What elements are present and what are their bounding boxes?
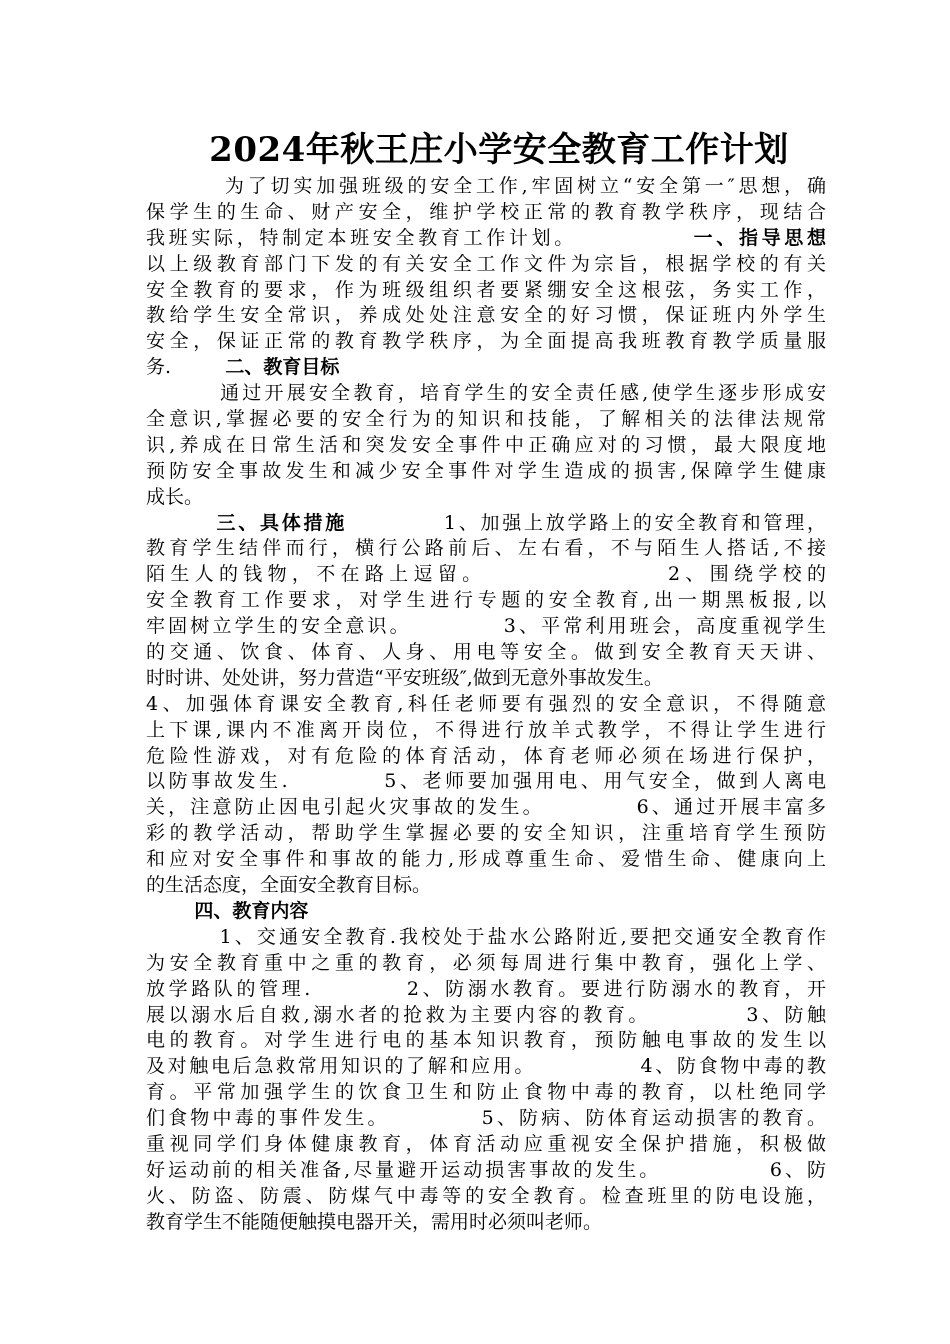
text-line bbox=[146, 1210, 826, 1236]
text-line-content: 安全教育工作要求，对学生进行专题的安全教育,出一期黑板报,以 bbox=[146, 589, 826, 612]
text-line-content: 火、防盗、防震、防煤气中毒等的安全教育。检查班里的防电设施， bbox=[146, 1184, 826, 1207]
text-line-content: 上下课,课内不准离开岗位，不得进行放羊式教学，不得让学生进行 bbox=[146, 718, 826, 741]
text-line bbox=[146, 433, 826, 459]
text-line-content: 危险性游戏，对有危险的体育活动，体育老师必须在场进行保护， bbox=[146, 744, 826, 767]
text-line bbox=[146, 303, 826, 329]
text-line-content: 牢固树立学生的安全意识。 3、平常利用班会，高度重视学生 bbox=[146, 615, 826, 638]
text-line-content: 们食物中毒的事件发生。 5、防病、防体育运动损害的教育。 bbox=[146, 1107, 826, 1130]
text-line bbox=[146, 1184, 826, 1210]
text-line-content: 1、加强上放学路上的安全教育和管理， bbox=[347, 511, 826, 534]
text-line-content: 以上级教育部门下发的有关安全工作文件为宗旨，根据学校的有关 bbox=[146, 252, 826, 275]
text-line bbox=[146, 692, 826, 718]
text-line-content: 和应对安全事件和事故的能力,形成尊重生命、爱惜生命、健康向上 bbox=[146, 848, 826, 871]
text-line-content: 时时讲、处处讲，努力营造“平安班级″,做到无意外事故发生。 bbox=[146, 666, 663, 689]
text-line bbox=[146, 873, 826, 899]
text-line bbox=[146, 847, 826, 873]
section-heading: 三、具体措施 bbox=[216, 511, 348, 534]
text-line bbox=[146, 951, 826, 977]
text-line-content: 为安全教育重中之重的教育，必须每周进行集中教育，强化上学、 bbox=[146, 951, 826, 974]
text-line-content: 电的教育。对学生进行电的基本知识教育，预防触电事故的发生以 bbox=[146, 1029, 826, 1052]
text-line-content: 好运动前的相关准备,尽量避开运动损害事故的发生。 6、防 bbox=[146, 1158, 826, 1181]
text-line-content: 4、加强体育课安全教育,科任老师要有强烈的安全意识，不得随意 bbox=[146, 692, 826, 715]
text-line bbox=[146, 718, 826, 744]
text-line-content: 通过开展安全教育，培育学生的安全责任感,使学生逐步形成安 bbox=[146, 382, 826, 405]
text-line-content: 1、交通安全教育.我校处于盐水公路附近,要把交通安全教育作 bbox=[146, 925, 826, 948]
text-line-content: 务. bbox=[146, 356, 226, 379]
text-line bbox=[146, 1028, 826, 1054]
text-line bbox=[146, 511, 826, 537]
page-title: 2024年秋王庄小学安全教育工作计划 bbox=[209, 130, 789, 170]
text-line bbox=[146, 355, 826, 381]
text-line bbox=[146, 329, 826, 355]
text-line bbox=[146, 1080, 826, 1106]
text-line bbox=[146, 200, 826, 226]
text-line bbox=[146, 821, 826, 847]
text-line-content: 全意识,掌握必要的安全行为的知识和技能，了解相关的法律法规常 bbox=[146, 408, 826, 431]
text-line-content: 放学路队的管理. 2、防溺水教育。要进行防溺水的教育，开 bbox=[146, 977, 826, 1000]
text-line bbox=[146, 666, 826, 692]
text-line bbox=[146, 381, 826, 407]
text-line-content: 重视同学们身体健康教育，体育活动应重视安全保护措施，积极做 bbox=[146, 1132, 826, 1155]
text-line-content: 预防安全事故发生和减少安全事件对学生造成的损害,保障学生健康 bbox=[146, 459, 826, 482]
text-line bbox=[146, 536, 826, 562]
text-line-content: 安全教育的要求，作为班级组织者要紧绷安全这根弦，务实工作， bbox=[146, 278, 826, 301]
text-line-content: 教育学生结伴而行，横行公路前后、左右看，不与陌生人搭话,不接 bbox=[146, 537, 826, 560]
text-line-content: 展以溺水后自救,溺水者的抢救为主要内容的教育。 3、防触 bbox=[146, 1003, 826, 1026]
text-line bbox=[146, 174, 826, 200]
section-heading: 二、教育目标 bbox=[225, 356, 340, 379]
text-line bbox=[146, 459, 826, 485]
text-line-content: 关，注意防止因电引起火灾事故的发生。 6、通过开展丰富多 bbox=[146, 796, 826, 819]
text-line bbox=[146, 562, 826, 588]
text-line bbox=[146, 899, 826, 925]
text-line bbox=[146, 614, 826, 640]
text-line bbox=[146, 407, 826, 433]
text-line bbox=[146, 795, 826, 821]
text-line-content: 以防事故发生. 5、老师要加强用电、用气安全，做到人离电 bbox=[146, 770, 826, 793]
text-line-content: 彩的教学活动，帮助学生掌握必要的安全知识，注重培育学生预防 bbox=[146, 822, 826, 845]
text-line-content: 成长。 bbox=[146, 485, 204, 508]
text-line bbox=[146, 1132, 826, 1158]
text-line-content: 保学生的生命、财产安全，维护学校正常的教育教学秩序，现结合 bbox=[146, 200, 826, 223]
text-line-content: 陌生人的钱物，不在路上逗留。 2、围绕学校的 bbox=[146, 563, 826, 586]
text-line bbox=[146, 769, 826, 795]
text-line bbox=[146, 925, 826, 951]
text-line-content: 我班实际，特制定本班安全教育工作计划。 bbox=[146, 226, 694, 249]
text-line bbox=[146, 744, 826, 770]
text-line-content: 及对触电后急救常用知识的了解和应用。 4、防食物中毒的教 bbox=[146, 1055, 826, 1078]
text-line bbox=[146, 1158, 826, 1184]
document-body bbox=[146, 174, 826, 1236]
text-line-content: 的生活态度，全面安全教育目标。 bbox=[146, 874, 432, 897]
text-line bbox=[146, 485, 826, 511]
text-line-content: 教给学生安全常识，养成处处注意安全的好习惯，保证班内外学生 bbox=[146, 304, 826, 327]
text-line bbox=[146, 1106, 826, 1132]
text-line-content: 安全，保证正常的教育教学秩序，为全面提高我班教育教学质量服 bbox=[146, 330, 826, 353]
section-heading: 四、教育内容 bbox=[194, 899, 309, 922]
section-heading: 一、指导思想 bbox=[693, 226, 826, 249]
text-line bbox=[146, 1054, 826, 1080]
text-line bbox=[146, 977, 826, 1003]
text-line-content: 教育学生不能随便触摸电器开关，需用时必须叫老师。 bbox=[146, 1210, 603, 1233]
text-line bbox=[146, 588, 826, 614]
text-line-content: 为了切实加强班级的安全工作,牢固树立“安全第一″思想，确 bbox=[146, 175, 826, 197]
text-line-content bbox=[146, 900, 194, 922]
text-line bbox=[146, 226, 826, 252]
text-line bbox=[146, 640, 826, 666]
text-line bbox=[146, 278, 826, 304]
text-line-content: 的交通、饮食、体育、人身、用电等安全。做到安全教育天天讲、 bbox=[146, 641, 826, 664]
text-line-content: 识,养成在日常生活和突发安全事件中正确应对的习惯，最大限度地 bbox=[146, 433, 826, 456]
text-line-content bbox=[146, 512, 216, 534]
text-line-content: 育。平常加强学生的饮食卫生和防止食物中毒的教育，以杜绝同学 bbox=[146, 1081, 826, 1104]
text-line bbox=[146, 1003, 826, 1029]
text-line bbox=[146, 252, 826, 278]
